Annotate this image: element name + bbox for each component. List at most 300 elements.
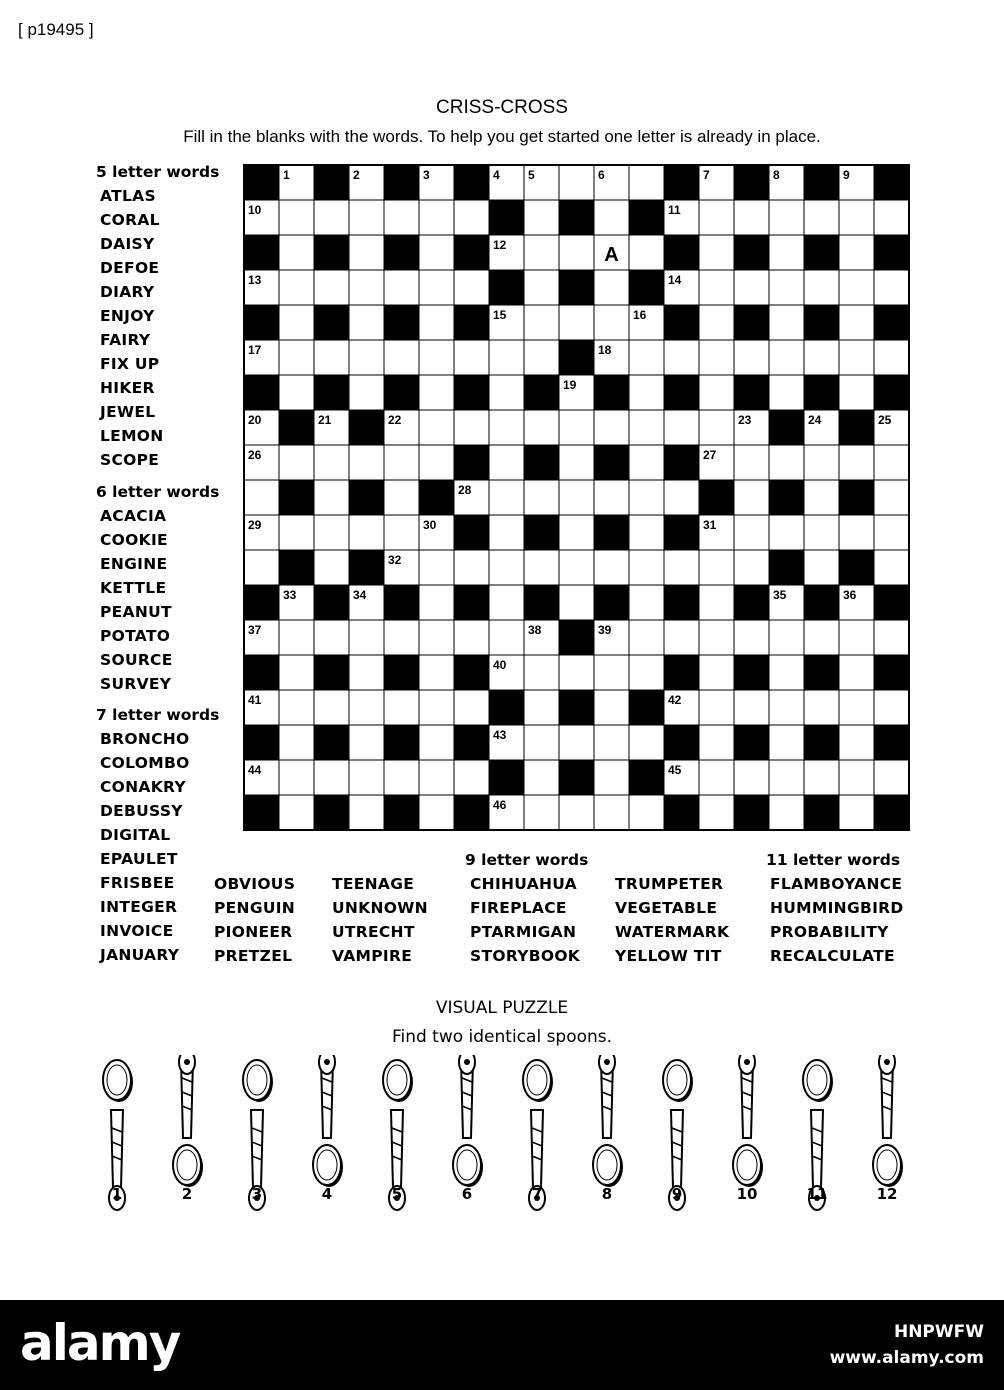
word-item: COOKIE — [100, 531, 168, 549]
grid-cell[interactable] — [489, 620, 524, 655]
grid-cell[interactable] — [629, 515, 664, 550]
grid-block — [734, 165, 769, 200]
word-item: JEWEL — [100, 403, 156, 421]
grid-cell[interactable] — [734, 445, 769, 480]
grid-cell[interactable] — [244, 480, 279, 515]
grid-cell[interactable] — [524, 305, 559, 340]
grid-cell[interactable] — [279, 620, 314, 655]
grid-cell[interactable] — [804, 445, 839, 480]
grid-cell[interactable] — [734, 620, 769, 655]
word-item: HUMMINGBIRD — [770, 899, 904, 917]
grid-cell[interactable] — [594, 690, 629, 725]
spoon-label: 1 — [111, 1185, 123, 1203]
grid-cell[interactable] — [314, 270, 349, 305]
grid-block — [349, 550, 384, 585]
grid-cell[interactable] — [524, 270, 559, 305]
grid-cell[interactable] — [629, 620, 664, 655]
grid-cell[interactable] — [349, 655, 384, 690]
grid-block — [314, 655, 349, 690]
grid-cell[interactable] — [629, 340, 664, 375]
grid-cell[interactable] — [489, 515, 524, 550]
grid-cell[interactable] — [419, 270, 454, 305]
grid-cell[interactable] — [524, 655, 559, 690]
grid-cell[interactable] — [559, 305, 594, 340]
grid-cell[interactable] — [594, 795, 629, 830]
grid-cell[interactable] — [489, 445, 524, 480]
grid-cell[interactable] — [279, 200, 314, 235]
grid-cell[interactable] — [839, 340, 874, 375]
grid-block — [839, 480, 874, 515]
page-code: [ p19495 ] — [18, 20, 94, 39]
spoon-2[interactable] — [173, 1055, 203, 1187]
grid-cell[interactable] — [559, 515, 594, 550]
word-item: RECALCULATE — [770, 947, 895, 965]
grid-cell[interactable] — [419, 795, 454, 830]
grid-cell[interactable] — [769, 305, 804, 340]
grid-cell[interactable] — [769, 760, 804, 795]
grid-cell[interactable] — [279, 795, 314, 830]
grid-cell[interactable] — [384, 620, 419, 655]
grid-cell[interactable] — [524, 480, 559, 515]
grid-cell[interactable] — [769, 620, 804, 655]
grid-cell[interactable] — [384, 690, 419, 725]
clue-number: 35 — [773, 588, 787, 602]
grid-block — [874, 795, 909, 830]
grid-cell[interactable] — [594, 655, 629, 690]
grid-cell[interactable] — [349, 620, 384, 655]
grid-block — [664, 445, 699, 480]
grid-cell[interactable] — [734, 760, 769, 795]
grid-cell[interactable] — [349, 305, 384, 340]
grid-cell[interactable] — [489, 410, 524, 445]
grid-cell[interactable] — [349, 725, 384, 760]
grid-cell[interactable] — [279, 305, 314, 340]
grid-cell[interactable] — [664, 550, 699, 585]
grid-cell[interactable] — [664, 480, 699, 515]
grid-cell[interactable] — [314, 690, 349, 725]
grid-cell[interactable] — [804, 690, 839, 725]
grid-cell[interactable] — [454, 410, 489, 445]
grid-cell[interactable] — [419, 690, 454, 725]
grid-cell[interactable] — [804, 200, 839, 235]
grid-cell[interactable] — [769, 655, 804, 690]
grid-cell[interactable] — [629, 655, 664, 690]
grid-cell[interactable] — [734, 550, 769, 585]
spoon-label: 3 — [251, 1185, 263, 1203]
grid-cell[interactable] — [874, 270, 909, 305]
grid-block — [629, 200, 664, 235]
word-item: HIKER — [100, 379, 155, 397]
grid-cell[interactable] — [524, 795, 559, 830]
grid-block — [384, 795, 419, 830]
grid-cell[interactable] — [839, 620, 874, 655]
grid-cell[interactable] — [734, 690, 769, 725]
grid-cell[interactable] — [804, 515, 839, 550]
grid-cell[interactable] — [839, 305, 874, 340]
grid-cell[interactable] — [699, 585, 734, 620]
grid-cell[interactable] — [559, 585, 594, 620]
word-group-5 — [96, 160, 219, 472]
grid-cell[interactable] — [454, 200, 489, 235]
grid-cell[interactable] — [699, 410, 734, 445]
grid-cell[interactable] — [314, 445, 349, 480]
grid-cell[interactable] — [594, 550, 629, 585]
grid-cell[interactable] — [454, 760, 489, 795]
grid-cell[interactable] — [454, 550, 489, 585]
word-column-7b — [332, 872, 428, 968]
grid-cell[interactable] — [769, 795, 804, 830]
grid-cell[interactable] — [874, 620, 909, 655]
grid-cell[interactable] — [769, 200, 804, 235]
grid-cell[interactable] — [314, 200, 349, 235]
grid-cell[interactable] — [769, 235, 804, 270]
grid-cell[interactable] — [279, 655, 314, 690]
grid-cell[interactable] — [314, 340, 349, 375]
grid-block — [804, 725, 839, 760]
grid-block — [524, 375, 559, 410]
grid-cell[interactable] — [769, 515, 804, 550]
grid-cell[interactable] — [699, 690, 734, 725]
grid-cell[interactable] — [419, 725, 454, 760]
grid-cell[interactable] — [419, 620, 454, 655]
clue-number: 37 — [248, 623, 262, 637]
grid-cell[interactable] — [594, 725, 629, 760]
grid-cell[interactable] — [629, 550, 664, 585]
grid-block — [314, 375, 349, 410]
grid-cell[interactable] — [384, 760, 419, 795]
spoon-12[interactable] — [873, 1055, 903, 1187]
grid-cell[interactable] — [559, 655, 594, 690]
grid-block — [874, 165, 909, 200]
grid-cell[interactable] — [419, 200, 454, 235]
grid-cell[interactable] — [279, 340, 314, 375]
grid-cell[interactable] — [699, 725, 734, 760]
grid-cell[interactable] — [524, 410, 559, 445]
grid-cell[interactable] — [769, 270, 804, 305]
group-heading: 6 letter words — [96, 483, 220, 501]
grid-block — [244, 305, 279, 340]
grid-cell[interactable] — [454, 270, 489, 305]
grid-block — [839, 550, 874, 585]
grid-cell[interactable] — [314, 480, 349, 515]
grid-cell[interactable] — [839, 795, 874, 830]
grid-cell[interactable] — [349, 515, 384, 550]
spoon-6[interactable] — [453, 1055, 483, 1187]
grid-cell[interactable] — [629, 165, 664, 200]
grid-cell[interactable] — [629, 375, 664, 410]
clue-number: 11 — [668, 203, 681, 217]
grid-cell[interactable] — [734, 480, 769, 515]
grid-cell[interactable] — [804, 620, 839, 655]
grid-cell[interactable] — [384, 445, 419, 480]
clue-number: 25 — [878, 413, 892, 427]
spoon-label: 5 — [391, 1185, 403, 1203]
grid-cell[interactable] — [594, 200, 629, 235]
grid-block — [874, 725, 909, 760]
grid-cell[interactable] — [349, 200, 384, 235]
grid-cell[interactable] — [524, 690, 559, 725]
grid-cell[interactable] — [804, 270, 839, 305]
grid-block — [804, 655, 839, 690]
grid-cell[interactable] — [874, 200, 909, 235]
clue-number: 5 — [528, 168, 535, 182]
grid-cell[interactable] — [559, 410, 594, 445]
word-item: FAIRY — [100, 331, 151, 349]
word-group-7 — [96, 703, 219, 967]
grid-cell[interactable] — [524, 235, 559, 270]
grid-cell[interactable] — [594, 270, 629, 305]
grid-cell[interactable] — [769, 445, 804, 480]
grid-cell[interactable] — [279, 690, 314, 725]
grid-cell[interactable] — [489, 550, 524, 585]
grid-cell[interactable] — [419, 760, 454, 795]
grid-cell[interactable] — [769, 375, 804, 410]
word-item: UTRECHT — [332, 923, 415, 941]
grid-cell[interactable] — [419, 550, 454, 585]
spoon-8[interactable] — [593, 1055, 623, 1187]
grid-block — [454, 515, 489, 550]
grid-cell[interactable] — [524, 200, 559, 235]
grid-cell[interactable] — [804, 480, 839, 515]
grid-cell[interactable] — [384, 340, 419, 375]
grid-cell[interactable] — [314, 550, 349, 585]
grid-cell[interactable] — [804, 550, 839, 585]
grid-block — [664, 795, 699, 830]
grid-cell[interactable] — [559, 550, 594, 585]
spoon-label: 10 — [736, 1185, 758, 1203]
grid-cell[interactable] — [839, 515, 874, 550]
grid-cell[interactable] — [524, 340, 559, 375]
grid-cell[interactable] — [489, 480, 524, 515]
clue-number: 43 — [493, 728, 507, 742]
grid-cell[interactable] — [454, 690, 489, 725]
clue-number: 13 — [248, 273, 262, 287]
grid-cell[interactable] — [839, 235, 874, 270]
grid-cell[interactable] — [699, 550, 734, 585]
grid-cell[interactable] — [874, 760, 909, 795]
grid-cell[interactable] — [699, 375, 734, 410]
grid-cell[interactable] — [839, 655, 874, 690]
grid-cell[interactable] — [559, 480, 594, 515]
grid-cell[interactable] — [874, 690, 909, 725]
grid-cell[interactable] — [349, 760, 384, 795]
grid-cell[interactable] — [699, 270, 734, 305]
grid-cell[interactable] — [559, 445, 594, 480]
word-item: DAISY — [100, 235, 155, 253]
grid-cell[interactable] — [839, 375, 874, 410]
grid-cell[interactable] — [454, 340, 489, 375]
grid-cell[interactable] — [874, 445, 909, 480]
grid-block — [314, 725, 349, 760]
clue-number: 12 — [493, 238, 507, 252]
word-column-7a — [214, 872, 295, 968]
grid-block — [279, 480, 314, 515]
grid-block — [559, 200, 594, 235]
grid-cell[interactable] — [279, 445, 314, 480]
grid-cell[interactable] — [419, 445, 454, 480]
grid-cell[interactable] — [349, 795, 384, 830]
clue-number: 4 — [493, 168, 500, 182]
word-item: FIREPLACE — [470, 899, 567, 917]
grid-block — [769, 550, 804, 585]
puzzle-instructions: Fill in the blanks with the words. To help you get started one letter is already in place. — [183, 127, 821, 146]
clue-number: 10 — [248, 203, 262, 217]
grid-cell[interactable] — [349, 235, 384, 270]
clue-number: 32 — [388, 553, 402, 567]
grid-cell[interactable] — [559, 235, 594, 270]
grid-cell[interactable] — [279, 235, 314, 270]
grid-block — [874, 655, 909, 690]
grid-cell[interactable] — [629, 445, 664, 480]
grid-cell[interactable] — [489, 375, 524, 410]
grid-cell[interactable] — [874, 480, 909, 515]
brand-logo: alamy — [20, 1314, 180, 1372]
word-item: FLAMBOYANCE — [770, 875, 903, 893]
grid-cell[interactable] — [839, 445, 874, 480]
clue-number: 3 — [423, 168, 430, 182]
grid-cell[interactable] — [629, 795, 664, 830]
grid-block — [384, 725, 419, 760]
grid-block — [454, 165, 489, 200]
grid-cell[interactable] — [489, 585, 524, 620]
grid-cell[interactable] — [349, 445, 384, 480]
grid-block — [454, 375, 489, 410]
grid-cell[interactable] — [839, 690, 874, 725]
grid-cell[interactable] — [419, 410, 454, 445]
grid-cell[interactable] — [279, 760, 314, 795]
grid-cell[interactable] — [559, 725, 594, 760]
grid-cell[interactable] — [699, 235, 734, 270]
grid-cell[interactable] — [594, 480, 629, 515]
grid-cell[interactable] — [384, 515, 419, 550]
grid-cell[interactable] — [839, 200, 874, 235]
spoon-10[interactable] — [733, 1055, 763, 1187]
grid-cell[interactable] — [419, 305, 454, 340]
grid-block — [734, 375, 769, 410]
grid-cell[interactable] — [524, 725, 559, 760]
nine-letter-heading: 9 letter words — [465, 851, 589, 869]
grid-block — [804, 305, 839, 340]
grid-cell[interactable] — [594, 410, 629, 445]
grid-block — [244, 235, 279, 270]
grid-cell[interactable] — [524, 550, 559, 585]
puzzle-title: CRISS-CROSS — [436, 97, 568, 118]
grid-cell[interactable] — [804, 340, 839, 375]
word-item: DEFOE — [100, 259, 160, 277]
clue-number: 45 — [668, 763, 682, 777]
grid-cell[interactable] — [629, 410, 664, 445]
grid-cell[interactable] — [384, 200, 419, 235]
grid-cell[interactable] — [279, 515, 314, 550]
grid-cell[interactable] — [629, 725, 664, 760]
grid-cell[interactable] — [559, 165, 594, 200]
grid-cell[interactable] — [839, 270, 874, 305]
grid-cell[interactable] — [454, 620, 489, 655]
grid-cell[interactable] — [489, 340, 524, 375]
clue-number: 14 — [668, 273, 682, 287]
grid-cell[interactable] — [629, 480, 664, 515]
grid-cell[interactable] — [734, 340, 769, 375]
grid-cell[interactable] — [699, 305, 734, 340]
grid-cell[interactable] — [349, 375, 384, 410]
grid-cell[interactable] — [314, 620, 349, 655]
grid-cell[interactable] — [629, 235, 664, 270]
grid-cell[interactable] — [419, 585, 454, 620]
grid-cell[interactable] — [699, 620, 734, 655]
grid-cell[interactable] — [594, 760, 629, 795]
grid-cell[interactable] — [769, 725, 804, 760]
word-item: CORAL — [100, 211, 160, 229]
grid-cell[interactable] — [349, 690, 384, 725]
grid-cell[interactable] — [699, 655, 734, 690]
grid-cell[interactable] — [769, 690, 804, 725]
grid-block — [454, 725, 489, 760]
grid-cell[interactable] — [664, 620, 699, 655]
grid-cell[interactable] — [734, 200, 769, 235]
grid-cell[interactable] — [244, 550, 279, 585]
grid-cell[interactable] — [279, 375, 314, 410]
grid-cell[interactable] — [839, 760, 874, 795]
word-item: VAMPIRE — [332, 947, 413, 965]
grid-cell[interactable] — [419, 340, 454, 375]
grid-cell[interactable] — [314, 760, 349, 795]
grid-block — [594, 445, 629, 480]
grid-cell[interactable] — [874, 515, 909, 550]
grid-block — [349, 410, 384, 445]
grid-cell[interactable] — [734, 515, 769, 550]
grid-cell[interactable] — [734, 270, 769, 305]
grid-cell[interactable] — [629, 585, 664, 620]
grid-cell[interactable] — [699, 200, 734, 235]
grid-cell[interactable] — [524, 760, 559, 795]
grid-cell[interactable] — [384, 270, 419, 305]
grid-cell[interactable] — [804, 760, 839, 795]
word-item: PROBABILITY — [770, 923, 889, 941]
grid-cell[interactable] — [874, 340, 909, 375]
grid-cell[interactable] — [874, 550, 909, 585]
grid-block — [489, 760, 524, 795]
grid-cell[interactable] — [664, 340, 699, 375]
grid-cell[interactable] — [839, 725, 874, 760]
grid-cell[interactable] — [699, 760, 734, 795]
grid-cell[interactable] — [419, 235, 454, 270]
grid-block — [594, 515, 629, 550]
grid-cell[interactable] — [279, 270, 314, 305]
eleven-letter-heading: 11 letter words — [766, 851, 901, 869]
grid-block — [664, 305, 699, 340]
grid-cell[interactable] — [769, 340, 804, 375]
word-item: KETTLE — [100, 579, 167, 597]
grid-cell[interactable] — [279, 725, 314, 760]
word-column-9b — [615, 872, 729, 968]
grid-cell[interactable] — [699, 340, 734, 375]
grid-cell[interactable] — [419, 375, 454, 410]
word-item: EPAULET — [100, 850, 178, 868]
grid-cell[interactable] — [699, 795, 734, 830]
grid-cell[interactable] — [559, 795, 594, 830]
grid-cell[interactable] — [594, 305, 629, 340]
grid-cell[interactable] — [384, 480, 419, 515]
grid-cell[interactable] — [419, 655, 454, 690]
clue-number: 36 — [843, 588, 857, 602]
grid-block — [244, 795, 279, 830]
grid-cell[interactable] — [664, 410, 699, 445]
spoon-4[interactable] — [313, 1055, 343, 1187]
grid-cell[interactable] — [349, 340, 384, 375]
grid-cell[interactable] — [314, 515, 349, 550]
grid-block — [384, 375, 419, 410]
grid-cell[interactable] — [349, 270, 384, 305]
